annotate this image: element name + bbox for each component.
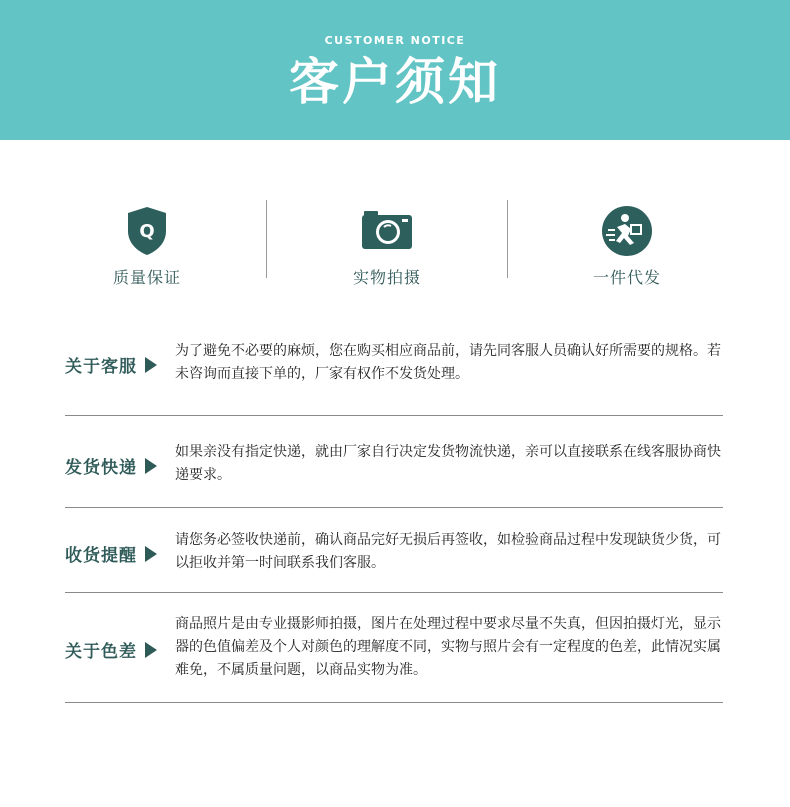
section-text: 请您务必签收快递前，确认商品完好无损后再签收，如检验商品过程中发现缺货少货，可以拒收并第一时间联系我们客服。 [175,532,721,571]
arrow-right-icon [145,357,157,373]
header-subtitle: CUSTOMER NOTICE [324,34,466,47]
section-label: 关于色差 [65,637,157,662]
section-text: 商品照片是由专业摄影师拍摄，图片在处理过程中要求尽量不失真，但因拍摄灯光，显示器的色值偏差及个人对颜色的理解度不同，实物与照片会有一定程度的色差，此情况实属难免，不属质量问题，以商品实物为准。 [175,616,721,678]
section-label: 收货提醒 [65,541,157,566]
header-banner [0,0,790,140]
feature-label-quality: 质量保证 [112,268,181,287]
delivery-person-icon [601,205,653,257]
feature-label-photo: 实物拍摄 [352,268,421,287]
feature-dropship [527,205,727,288]
shield-q-icon [125,205,169,257]
section-label: 发货快递 [65,453,157,478]
feature-divider [266,200,267,278]
arrow-right-icon [145,458,157,474]
shield-letter: Q [139,221,155,242]
section-text: 如果亲没有指定快递，就由厂家自行决定发货物流快递，亲可以直接联系在线客服协商快递要求。 [175,444,721,483]
section-label: 关于客服 [65,352,157,377]
feature-divider [507,200,508,278]
arrow-right-icon [145,546,157,562]
section-divider [65,415,723,416]
feature-photo [287,205,487,288]
feature-label-dropship: 一件代发 [592,268,661,287]
section-divider [65,702,723,703]
arrow-right-icon [145,642,157,658]
feature-quality [47,205,247,288]
section-divider [65,507,723,508]
section-text: 为了避免不必要的麻烦，您在购买相应商品前，请先同客服人员确认好所需要的规格。若未咨询而直接下单的，厂家有权作不发货处理。 [175,343,721,382]
section-divider [65,592,723,593]
camera-icon [360,205,414,257]
header-title: 客户须知 [289,53,501,111]
